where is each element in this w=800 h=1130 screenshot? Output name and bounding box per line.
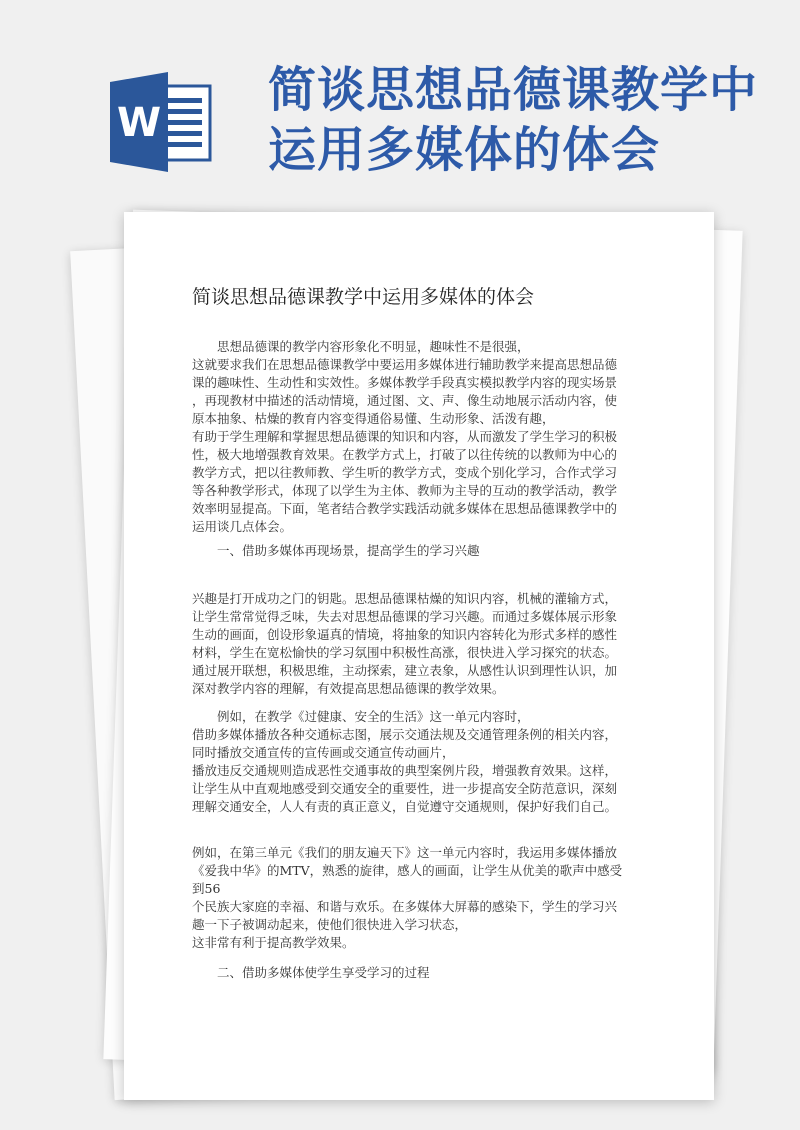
paragraph-line: 理解交通安全，人人有责的真正意义，自觉遵守交通规则，保护好我们自己。 [192,799,618,814]
paragraph-line: 趣一下子被调动起来，使他们很快进入学习状态， [192,917,468,932]
word-logo-graphic [108,72,216,172]
paragraph-line: 让学生常常觉得乏味，失去对思想品德课的学习兴趣。而通过多媒体展示形象 [192,609,618,624]
section-heading-2: 二、借助多媒体使学生享受学习的过程 [192,965,430,980]
paragraph-line: 有助于学生理解和掌握思想品德课的知识和内容，从而激发了学生学习的积极 [192,429,618,444]
paragraph-line: ，再现教材中描述的活动情境，通过图、文、声、像生动地展示活动内容，使 [192,393,618,408]
paragraph-line: 等各种教学形式，体现了以学生为主体、教师为主导的互动的教学活动，教学 [192,483,618,498]
paragraph-line: 教学方式，把以往教师教、学生听的教学方式，变成个别化学习，合作式学习 [192,465,618,480]
paragraph-line: 通过展开联想，积极思维，主动探索，建立表象，从感性认识到理性认识，加 [192,663,618,678]
paragraph-line: 到56 [192,881,221,896]
paragraph-line: 例如，在教学《过健康、安全的生活》这一单元内容时， [192,709,530,724]
paragraph-line: 运用谈几点体会。 [192,519,293,534]
paragraph-line: 播放违反交通规则造成恶性交通事故的典型案例片段，增强教育效果。这样， [192,763,618,778]
paragraph-line: 《爱我中华》的MTV，熟悉的旋律，感人的画面，让学生从优美的歌声中感受 [192,863,623,878]
paragraph-line: 例如，在第三单元《我们的朋友遍天下》这一单元内容时，我运用多媒体播放 [192,845,618,860]
paragraph-line: 课的趣味性、生动性和实效性。多媒体教学手段真实模拟教学内容的现实场景 [192,375,618,390]
word-logo-letter: W [116,100,162,146]
header-title [268,60,788,180]
paragraph-line: 材料，学生在宽松愉快的学习氛围中积极性高涨，很快进入学习探究的状态。 [192,645,618,660]
header-title-line-1: 简谈思想品德课教学中 [268,62,759,118]
paragraph-line: 性，极大地增强教育效果。在教学方式上，打破了以往传统的以教师为中心的 [192,447,618,462]
header-title-line-2: 运用多媒体的体会 [268,122,661,178]
paragraph-line: 效率明显提高。下面，笔者结合教学实践活动就多媒体在思想品德课教学中的 [192,501,618,516]
paragraph-line: 让学生从中直观地感受到交通安全的重要性，进一步提高安全防范意识，深刻 [192,781,618,796]
paragraph-line: 借助多媒体播放各种交通标志图，展示交通法规及交通管理条例的相关内容， [192,727,618,742]
section-heading-1: 一、借助多媒体再现场景，提高学生的学习兴趣 [192,543,480,558]
paragraph-line: 个民族大家庭的幸福、和谐与欢乐。在多媒体大屏幕的感染下，学生的学习兴 [192,899,618,914]
paragraph-line: 这非常有利于提高教学效果。 [192,935,355,950]
paragraph-line: 这就要求我们在思想品德课教学中要运用多媒体进行辅助教学来提高思想品德 [192,357,618,372]
word-document-icon [108,72,216,172]
document-title: 简谈思想品德课教学中运用多媒体的体会 [192,286,535,308]
paragraph-line: 生动的画面，创设形象逼真的情境，将抽象的知识内容转化为形式多样的感性 [192,627,618,642]
paragraph-line: 深对教学内容的理解，有效提高思想品德课的教学效果。 [192,681,505,696]
document-page [124,212,714,1100]
paragraph-line: 兴趣是打开成功之门的钥匙。思想品德课枯燥的知识内容，机械的灌输方式， [192,591,618,606]
paragraph-line: 思想品德课的教学内容形象化不明显，趣味性不是很强， [192,339,530,354]
paragraph-line: 原本抽象、枯燥的教育内容变得通俗易懂、生动形象、活泼有趣， [192,411,555,426]
paragraph-line: 同时播放交通宣传的宣传画或交通宣传动画片， [192,745,455,760]
